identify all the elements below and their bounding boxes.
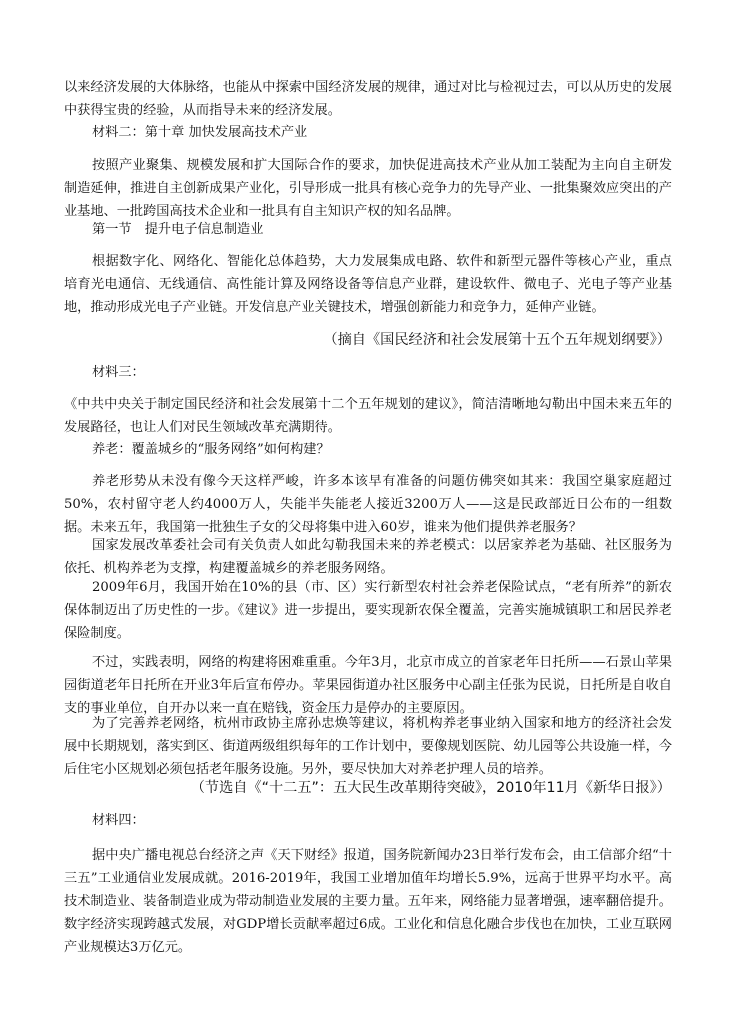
paragraph-electronics: 根据数字化、网络化、智能化总体趋势，大力发展集成电路、软件和新型元器件等核心产业，重点培育光电通信、无线通信、高性能计算及网络设备等信息产业群，建设软件、微电子、光电子等产业基地，推动形成光电子产业链。开发信息产业关键技术，增强创新能力和竞争力，延伸产业链。 bbox=[64, 254, 672, 315]
source-citation-2: （节选自《“十二五”：五大民生改革期待突破》，2010年11月《新华日报》） bbox=[190, 780, 671, 796]
elderly-care-heading: 养老：覆盖城乡的“服务网络”如何构建？ bbox=[92, 442, 330, 457]
paragraph-high-tech: 按照产业聚集、规模发展和扩大国际合作的要求，加快促进高技术产业从加工装配为主向自主研发制造延伸，推进自主创新成果产业化，引导形成一批具有核心竞争力的先导产业、一批集聚效应突出的产业基地、一批跨国高技术企业和一批具有自主知识产权的知名品牌。 bbox=[64, 158, 672, 219]
paragraph-intro-continuation: 以来经济发展的大体脉络，也能从中探索中国经济发展的规律，通过对比与检视过去，可以从历史的发展中获得宝贵的经验，从而指导未来的经济发展。 bbox=[64, 80, 672, 118]
material-three-heading: 材料三： bbox=[92, 365, 145, 380]
paragraph-aging-situation: 养老形势从未没有像今天这样严峻，许多本该早有准备的问题仿佛突如其来：我国空巢家庭超过50%，农村留守老人约4000万人，失能半失能老人接近3200万人——这是民政部近日公布的一组数据。未来五年，我国第一批独生子女的父母将集中进入60岁，谁来为他们提供养老服务？ bbox=[64, 474, 672, 535]
source-citation-1: （摘自《国民经济和社会发展第十五个五年规划纲要》） bbox=[323, 332, 671, 348]
paragraph-care-model: 国家发展改革委社会司有关负责人如此勾勒我国未来的养老模式：以居家养老为基础、社区服务为依托、机构养老为支撑，构建覆盖城乡的养老服务网络。 bbox=[64, 538, 672, 576]
paragraph-proposal: 《中共中央关于制定国民经济和社会发展第十二个五年规划的建议》，简洁清晰地勾勒出中国未来五年的发展路径，也让人们对民生领域改革充满期待。 bbox=[64, 397, 672, 435]
material-two-heading: 材料二：第十章 加快发展高技术产业 bbox=[92, 125, 308, 140]
paragraph-rural-pension: 2009年6月，我国开始在10%的县（市、区）实行新型农村社会养老保险试点，“老有所养”的新农保体制迈出了历史性的一步。《建议》进一步提出，要实现新农保全覆盖，完善实施城镇职工和居民养老保险制度。 bbox=[64, 580, 672, 641]
paragraph-hangzhou-proposal: 为了完善养老网络，杭州市政协主席孙忠焕等建议，将机构养老事业纳入国家和地方的经济社会发展中长期规划，落实到区、街道两级组织每年的工作计划中，要像规划医院、幼儿园等公共设施一样，今后住宅小区规划必须包括老年服务设施。另外，要尽快加大对养老护理人员的培养。 bbox=[64, 716, 672, 777]
paragraph-industry-achievements: 据中央广播电视总台经济之声《天下财经》报道，国务院新闻办23日举行发布会，由工信部介绍“十三五”工业通信业发展成就。2016-2019年，我国工业增加值年均增长5.9%，远高于世界平均水平。高技术制造业、装备制造业成为带动制造业发展的主要力量。五年来，网络能力显著增强，速率翻倍提升。数字经济实现跨越式发展，对GDP增长贡献率超过6成。工业化和信息化融合步伐也在加快，工业互联网产业规模达3万亿元。 bbox=[64, 848, 672, 955]
section-one-heading: 第一节 提升电子信息制造业 bbox=[92, 222, 264, 237]
paragraph-day-care-closure: 不过，实践表明，网络的构建将困难重重。今年3月，北京市成立的首家老年日托所——石景山苹果园街道老年日托所在开业3年后宣布停办。苹果园街道办社区服务中心副主任张为民说，日托所是自收自支的事业单位，自开办以来一直在赔钱，资金压力是停办的主要原因。 bbox=[64, 655, 672, 716]
material-four-heading: 材料四： bbox=[92, 813, 145, 828]
